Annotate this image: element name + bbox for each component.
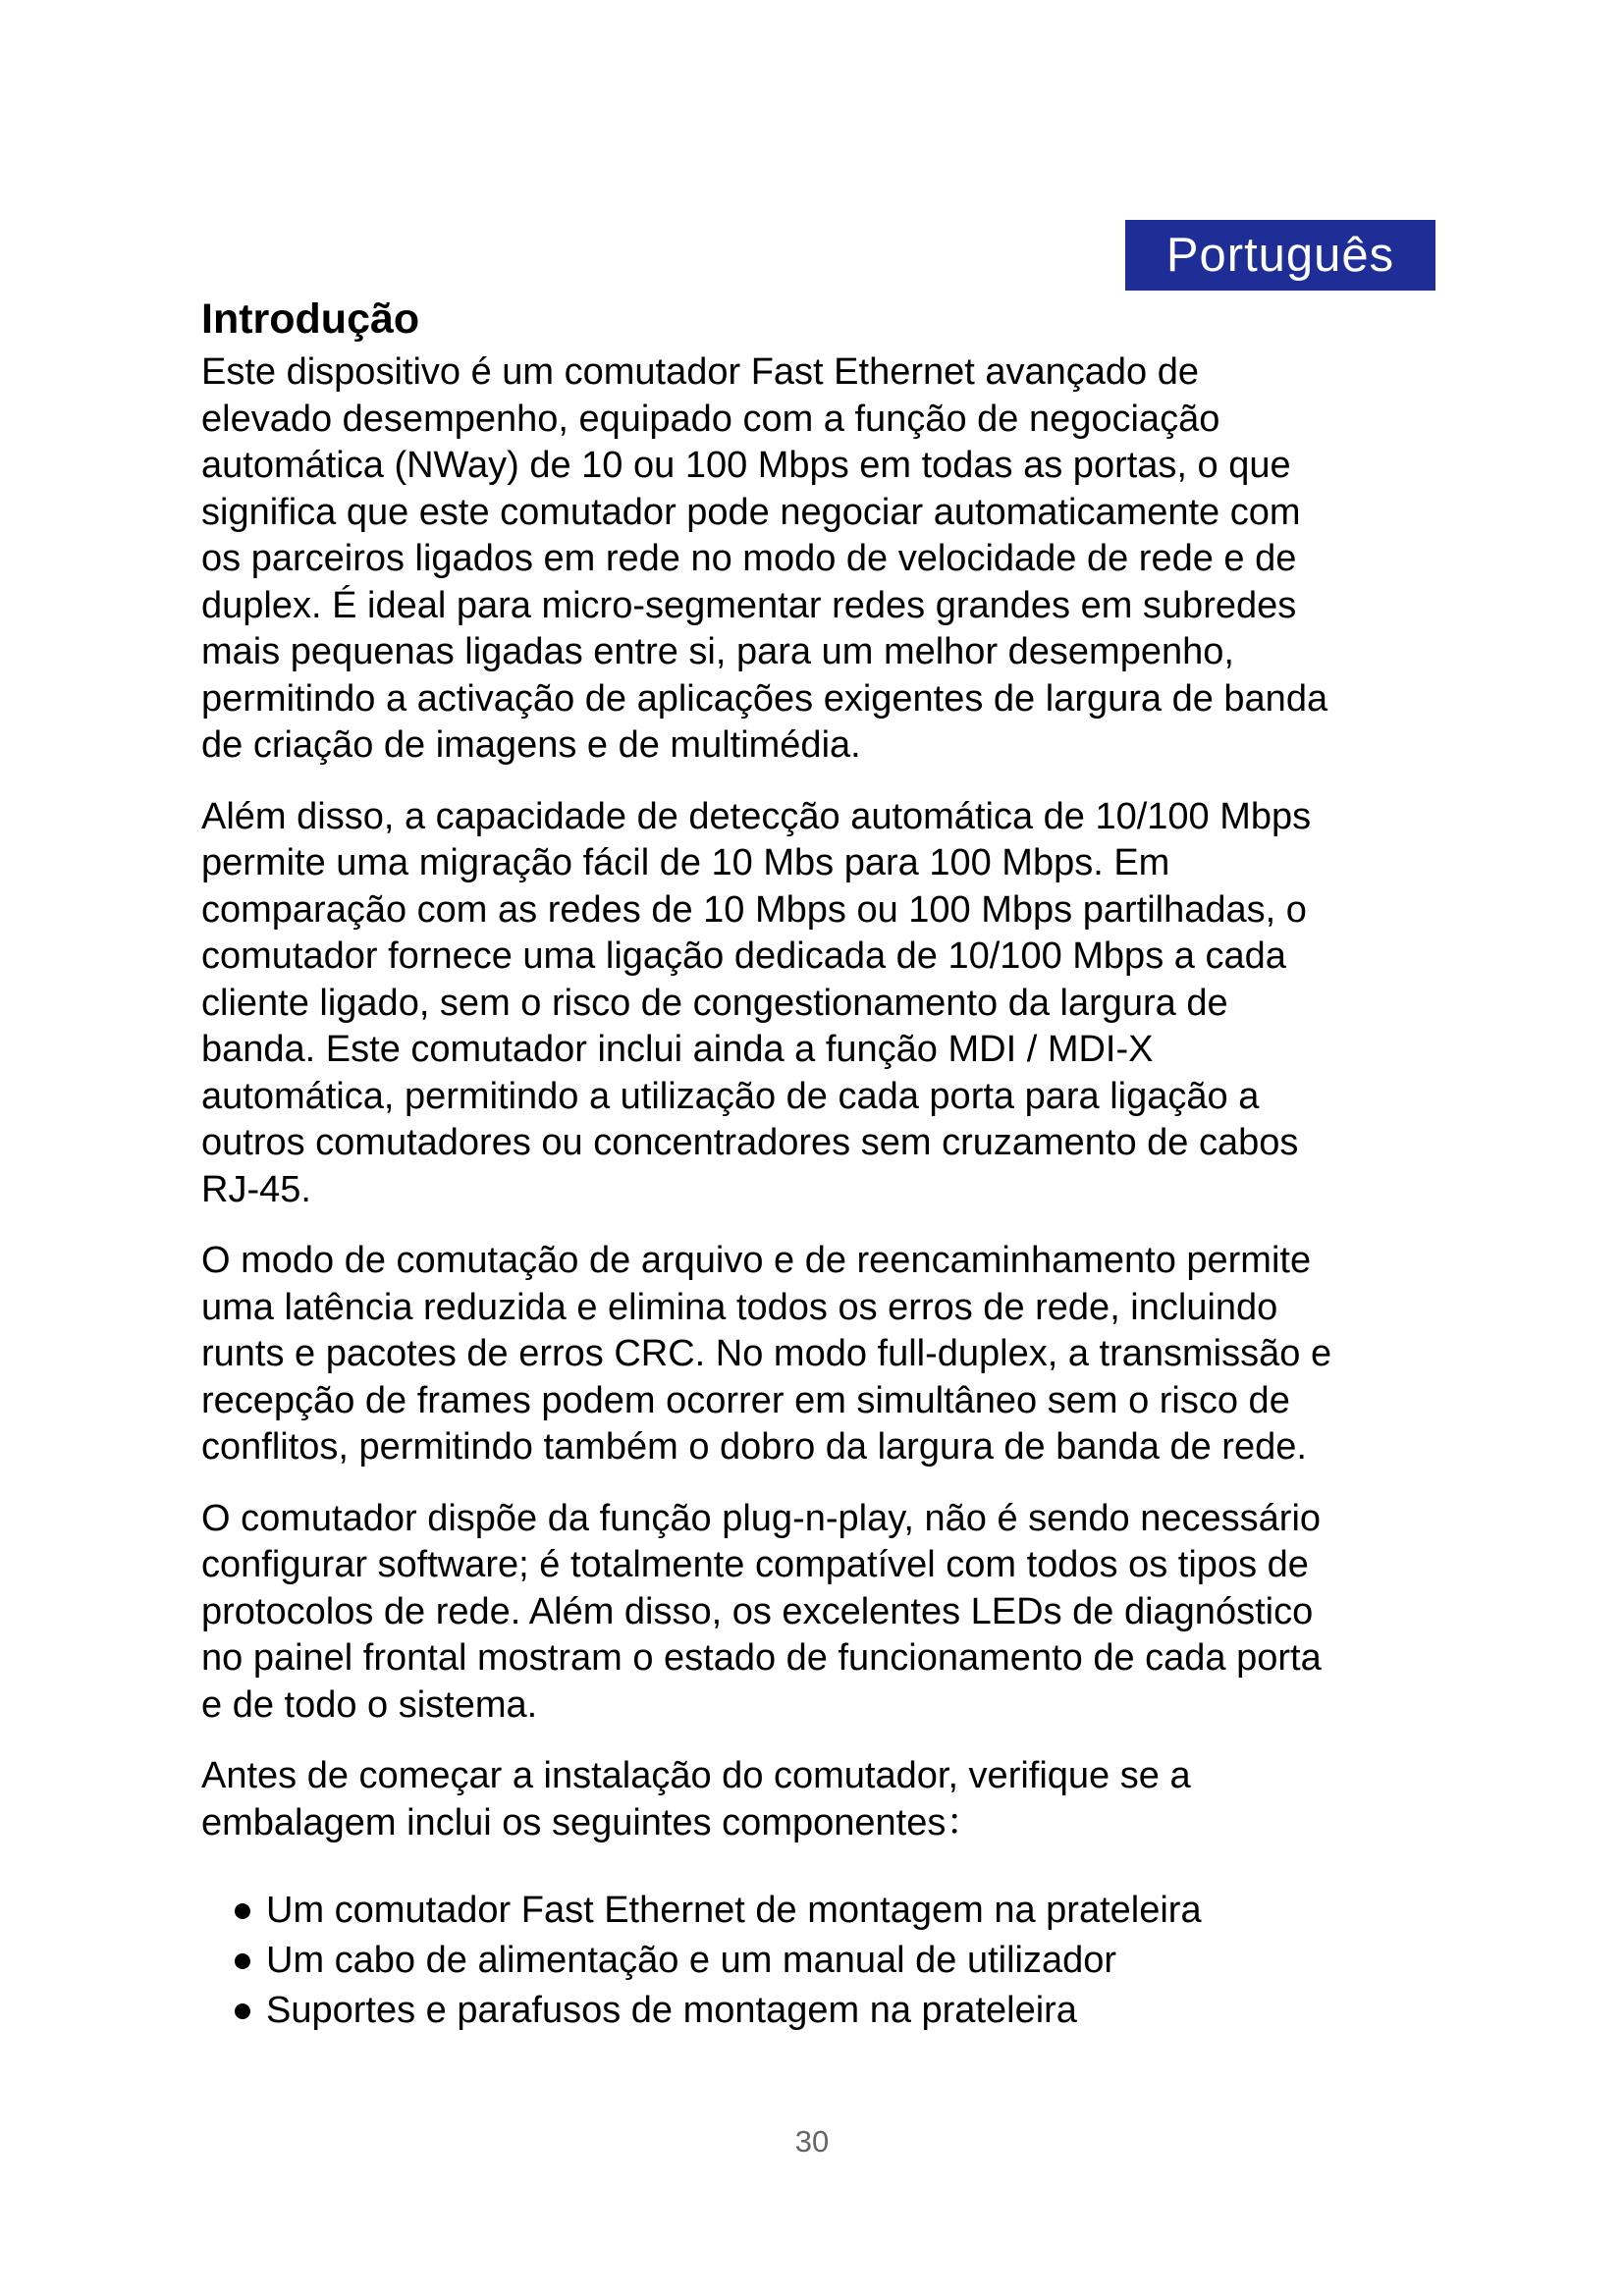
paragraph-5 <box>201 1753 1448 1846</box>
text-line: embalagem inclui os seguintes componentes： <box>201 1801 984 1843</box>
paragraph-1 <box>201 349 1448 770</box>
paragraph-2 <box>201 794 1448 1214</box>
text-line: banda. Este comutador inclui ainda a função MDI / MDI-X <box>201 1029 1154 1070</box>
page-content <box>201 291 1448 2036</box>
text-line: Antes de começar a instalação do comutador, verifique se a <box>201 1755 1191 1796</box>
text-line: Além disso, a capacidade de detecção automática de 10/100 Mbps <box>201 795 1312 837</box>
text-line: recepção de frames podem ocorrer em simultâneo sem o risco de <box>201 1379 1290 1421</box>
text-line: mais pequenas ligadas entre si, para um melhor desempenho, <box>201 631 1234 672</box>
list-item <box>231 1986 1448 2036</box>
text-line: comutador fornece uma ligação dedicada de 10/100 Mbps a cada <box>201 935 1286 977</box>
text-line: uma latência reduzida e elimina todos os erros de rede, incluindo <box>201 1286 1278 1328</box>
text-line: runts e pacotes de erros CRC. No modo full-duplex, a transmissão e <box>201 1333 1332 1374</box>
text-line: configurar software; é totalmente compatível com todos os tipos de <box>201 1544 1309 1585</box>
paragraph-4 <box>201 1496 1448 1730</box>
text-line: de criação de imagens e de multimédia. <box>201 724 861 766</box>
list-item-text: Um cabo de alimentação e um manual de utilizador <box>266 1940 1117 1981</box>
text-line: no painel frontal mostram o estado de funcionamento de cada porta <box>201 1637 1322 1679</box>
text-line: duplex. É ideal para micro-segmentar redes grandes em subredes <box>201 584 1297 626</box>
text-line: permitindo a activação de aplicações exigentes de largura de banda <box>201 677 1328 720</box>
bullet-icon <box>235 2003 250 2019</box>
list-item <box>231 1936 1448 1986</box>
list-item-text: Um comutador Fast Ethernet de montagem na prateleira <box>266 1890 1202 1931</box>
text-line: Este dispositivo é um comutador Fast Ethernet avançado de <box>201 351 1199 393</box>
text-line: elevado desempenho, equipado com a função de negociação <box>201 398 1220 440</box>
bullet-icon <box>235 1903 250 1919</box>
list-item <box>231 1886 1448 1936</box>
text-line: RJ-45. <box>201 1168 311 1210</box>
text-line: os parceiros ligados em rede no modo de velocidade de rede e de <box>201 538 1297 579</box>
text-line: cliente ligado, sem o risco de congestionamento da largura de <box>201 982 1228 1024</box>
text-line: O comutador dispõe da função plug-n-play, não é sendo necessário <box>201 1497 1322 1539</box>
language-badge: Português <box>1125 220 1435 291</box>
text-line: conflitos, permitindo também o dobro da largura de banda de rede. <box>201 1426 1307 1468</box>
bullet-icon <box>235 1953 250 1969</box>
components-list <box>201 1886 1448 2036</box>
section-heading: Introdução <box>201 295 420 343</box>
text-line: significa que este comutador pode negociar automaticamente com <box>201 491 1301 533</box>
text-line: e de todo o sistema. <box>201 1683 538 1726</box>
text-line: permite uma migração fácil de 10 Mbs para 100 Mbps. Em <box>201 842 1170 883</box>
text-line: automática (NWay) de 10 ou 100 Mbps em todas as portas, o que <box>201 445 1291 486</box>
list-item-text: Suportes e parafusos de montagem na prateleira <box>266 1990 1077 2031</box>
text-line: O modo de comutação de arquivo e de reencaminhamento permite <box>201 1240 1312 1281</box>
text-line: outros comutadores ou concentradores sem cruzamento de cabos <box>201 1122 1299 1163</box>
page-number: 30 <box>794 2124 830 2159</box>
text-line: automática, permitindo a utilização de cada porta para ligação a <box>201 1075 1260 1117</box>
text-line: protocolos de rede. Além disso, os excelentes LEDs de diagnóstico <box>201 1590 1314 1632</box>
paragraph-3 <box>201 1238 1448 1471</box>
text-line: comparação com as redes de 10 Mbps ou 100 Mbps partilhadas, o <box>201 888 1307 931</box>
